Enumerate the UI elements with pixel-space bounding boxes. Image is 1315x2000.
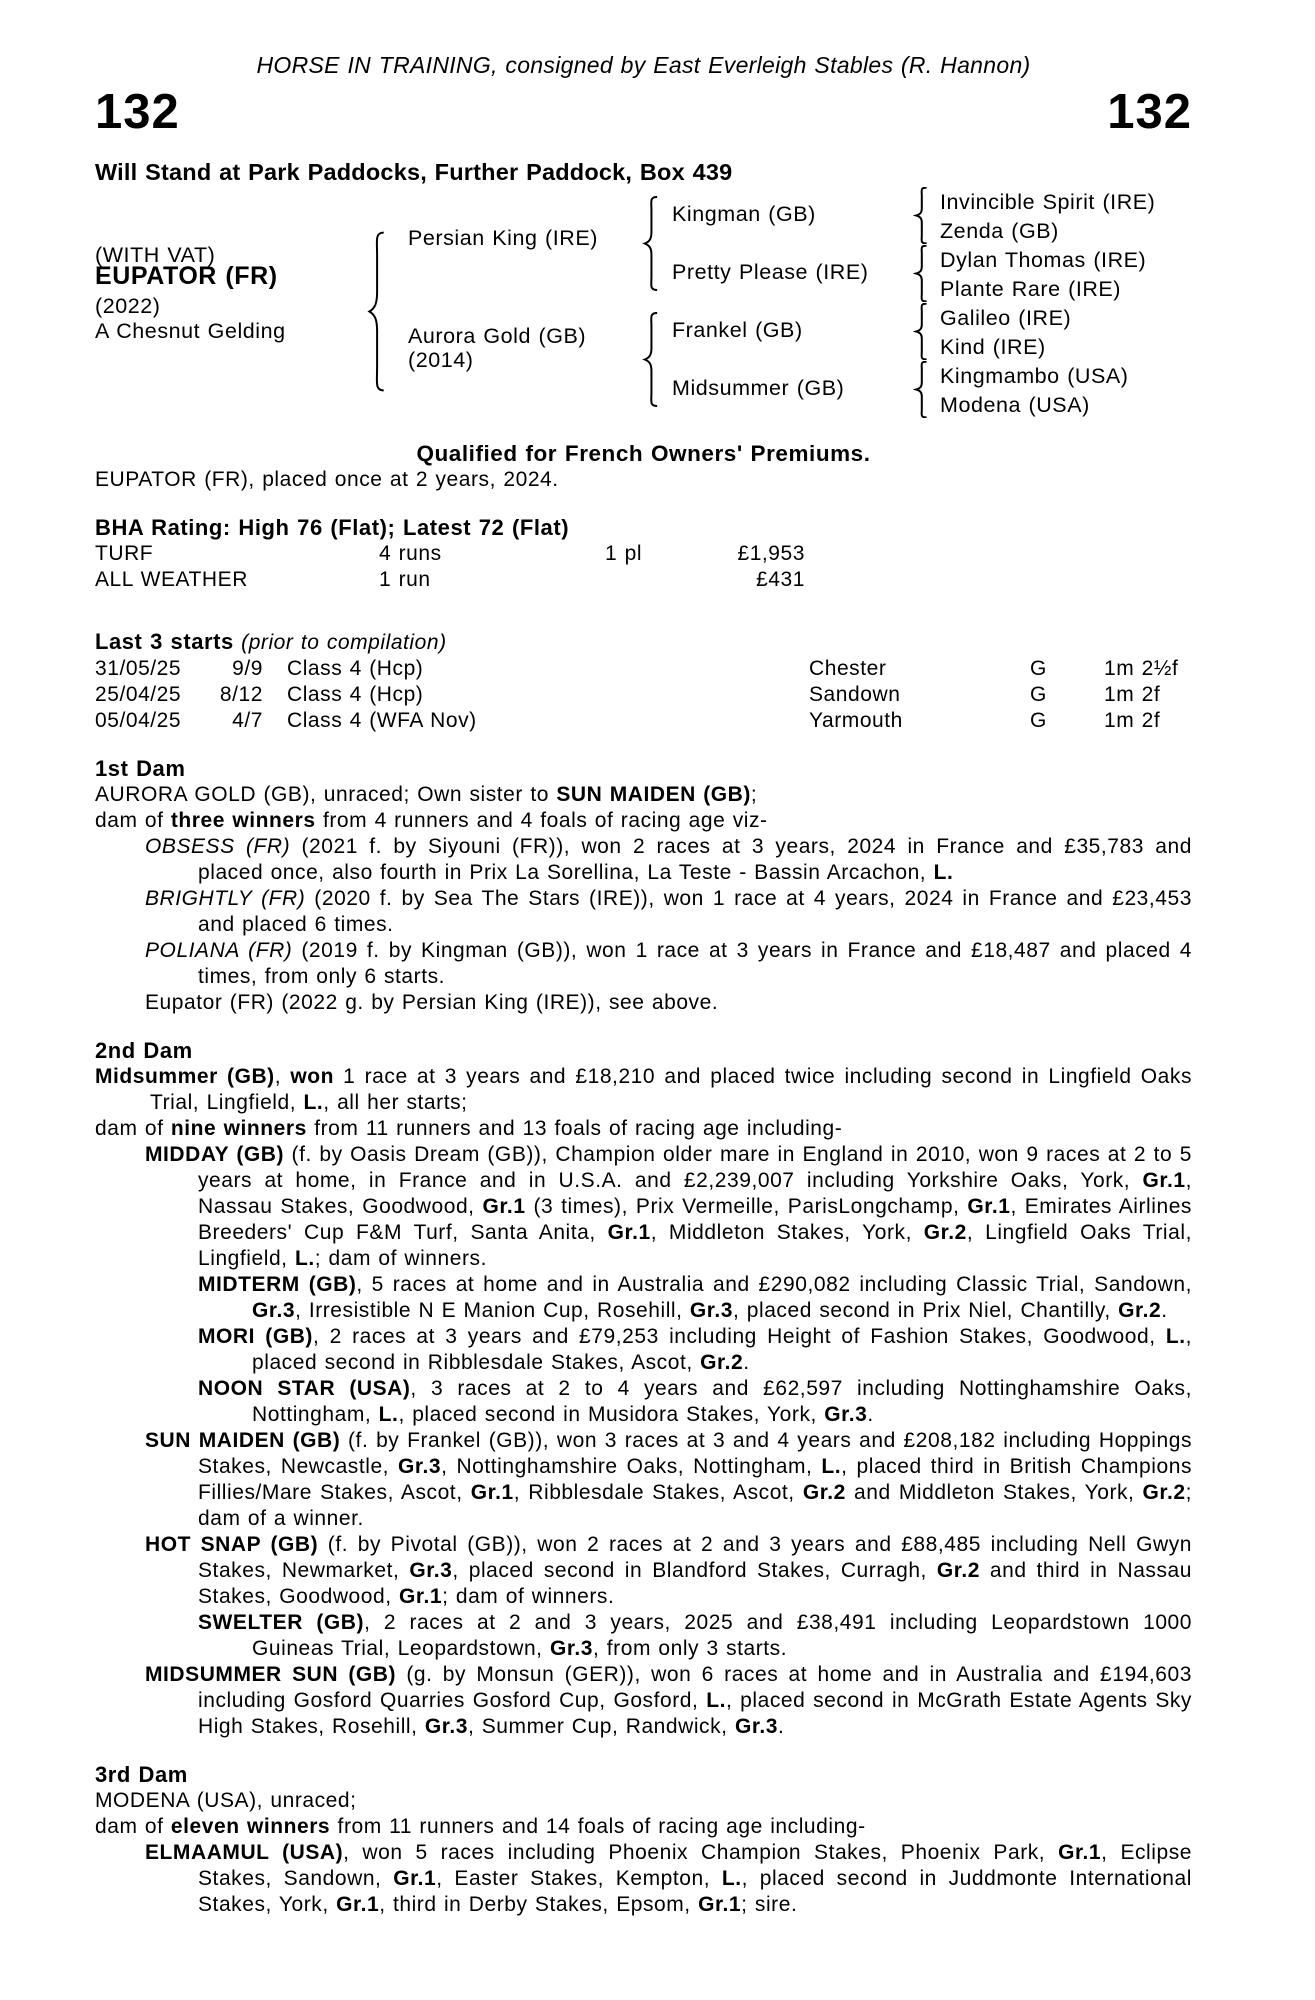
last-starts-title: Last 3 starts [95,629,234,654]
race-class: Class 4 (Hcp) [287,657,424,680]
record-row [95,541,1192,567]
race-class: Class 4 (Hcp) [287,683,424,706]
gen4-name: Modena (USA) [940,393,1090,417]
gen4-name: Galileo (IRE) [940,306,1072,330]
gen4-name: Dylan Thomas (IRE) [940,248,1147,272]
lot-number-right: 132 [1107,85,1192,139]
sire-name: Persian King (IRE) [408,226,598,250]
consignor-line: HORSE IN TRAINING, consigned by East Everleigh Stables (R. Hannon) [256,52,1031,78]
progeny-entry: BRIGHTLY (FR) (2020 f. by Sea The Stars (IRE)), won 1 race at 4 years, 2024 in France and £23,453 and placed 6 times. [145,887,1192,936]
race-position: 8/12 [219,683,263,706]
lot-number-row [95,85,1192,139]
progeny-entry: ELMAAMUL (USA), won 5 races including Phoenix Champion Stakes, Phoenix Park, Gr.1, Eclipse Stakes, Sandown, Gr.1, Easter Stakes, Kempton, L., placed second in Juddmonte International Stakes, York, Gr.1, third in Derby Stakes, Epsom, Gr.1; sire. [145,1841,1192,1916]
pedigree-brace-icon [365,231,387,392]
dam-paragraph: dam of nine winners from 11 runners and 13 foals of racing age including- [95,1117,843,1140]
gen4-name: Zenda (GB) [940,219,1059,243]
gen4-name: Kind (IRE) [940,335,1046,359]
record-row [95,567,1192,593]
gen4-name: Invincible Spirit (IRE) [940,190,1156,214]
race-going: G [1030,683,1047,706]
progeny-entry: MIDDAY (GB) (f. by Oasis Dream (GB)), Champion older mare in England in 2010, won 9 races at 2 to 5 years at home, in France and in U.S.A. and £2,239,007 including Yorkshire Oaks, York, Gr.1, Nassau Stakes, Goodwood, Gr.1 (3 times), Prix Vermeille, ParisLongchamp, Gr.1, Emirates Airlines Breeders' Cup F&M Turf, Santa Anita, Gr.1, Middleton Stakes, York, Gr.2, Lingfield Oaks Trial, Lingfield, L.; dam of winners. [145,1143,1192,1270]
dam-paragraph: AURORA GOLD (GB), unraced; Own sister to SUN MAIDEN (GB); [95,783,758,806]
pedigree-table [95,189,1192,427]
progeny-entry: SWELTER (GB), 2 races at 2 and 3 years, 2025 and £38,491 including Leopardstown 1000 Guineas Trial, Leopardstown, Gr.3, from only 3 starts. [198,1611,1193,1660]
race-class: Class 4 (WFA Nov) [287,709,477,732]
gen3-name: Midsummer (GB) [672,376,845,400]
horse-name: EUPATOR (FR) [95,262,278,290]
race-date: 05/04/25 [95,709,182,732]
pedigree-brace-icon [913,245,929,302]
pedigree-brace-icon [913,303,929,360]
progeny-entry: MORI (GB), 2 races at 3 years and £79,253 including Height of Fashion Stakes, Goodwood, L., placed second in Ribblesdale Stakes, Ascot, Gr.2. [198,1325,1192,1374]
horse-description: A Chesnut Gelding [95,319,286,343]
race-result-row [95,708,1192,734]
foal-year: (2022) [95,294,161,318]
race-distance: 1m 2½f [1104,657,1179,680]
race-distance: 1m 2f [1104,709,1161,732]
gen3-name: Pretty Please (IRE) [672,260,869,284]
pedigree-brace-icon [641,196,660,291]
last-starts-subtitle: (prior to compilation) [233,631,447,654]
race-position: 9/9 [232,657,263,680]
record-places [605,567,655,593]
gen3-name: Frankel (GB) [672,318,803,342]
race-result-row [95,682,1192,708]
dam-year: (2014) [408,348,474,372]
dam-paragraph: dam of eleven winners from 11 runners and 14 foals of racing age including- [95,1815,866,1838]
dam-paragraph: dam of three winners from 4 runners and 4 foals of racing age viz- [95,809,768,832]
race-date: 31/05/25 [95,657,182,680]
record-earnings: £1,953 [737,542,805,565]
record-runs: 4 runs [379,542,442,565]
progeny-entry: NOON STAR (USA), 3 races at 2 to 4 years and £62,597 including Nottinghamshire Oaks, Nottingham, L., placed second in Musidora Stakes, York, Gr.3. [198,1377,1192,1426]
pedigree-brace-icon [913,361,929,418]
progeny-entry: Eupator (FR) (2022 g. by Persian King (IRE)), see above. [145,991,719,1014]
dam-section-heading: 2nd Dam [95,1038,193,1063]
record-surface: TURF [95,542,154,565]
pedigree-brace-icon [641,312,660,407]
stand-location-line: Will Stand at Park Paddocks, Further Paddock, Box 439 [95,159,733,185]
gen4-name: Plante Rare (IRE) [940,277,1122,301]
record-surface: ALL WEATHER [95,568,248,591]
race-venue: Sandown [809,683,901,706]
progeny-entry: SUN MAIDEN (GB) (f. by Frankel (GB)), won 3 races at 3 and 4 years and £208,182 including Hoppings Stakes, Newcastle, Gr.3, Nottinghamshire Oaks, Nottingham, L., placed third in British Champions Fillies/Mare Stakes, Ascot, Gr.1, Ribblesdale Stakes, Ascot, Gr.2 and Middleton Stakes, York, Gr.2; dam of a winner. [145,1429,1192,1530]
record-places: 1 pl [605,542,643,565]
dam-name: Aurora Gold (GB) [408,324,587,348]
race-position: 4/7 [232,709,263,732]
record-earnings: £431 [756,568,805,591]
progeny-entry: POLIANA (FR) (2019 f. by Kingman (GB)), won 1 race at 3 years in France and £18,487 and placed 4 times, from only 6 starts. [145,939,1192,988]
race-venue: Chester [809,657,887,680]
race-venue: Yarmouth [809,709,903,732]
bha-rating-heading: BHA Rating: High 76 (Flat); Latest 72 (Flat) [95,515,570,540]
gen3-name: Kingman (GB) [672,202,816,226]
dam-section-heading: 1st Dam [95,756,186,781]
record-runs: 1 run [379,568,431,591]
last-starts-heading [95,629,1192,656]
vat-note: (WITH VAT) [95,243,216,267]
progeny-entry: OBSESS (FR) (2021 f. by Siyouni (FR)), won 2 races at 3 years, 2024 in France and £35,783 and placed once, also fourth in Prix La Sorellina, La Teste - Bassin Arcachon, L. [145,835,1192,884]
race-going: G [1030,709,1047,732]
lot-number-left: 132 [95,85,180,139]
dam-paragraph: Midsummer (GB), won 1 race at 3 years and £18,210 and placed twice including second in Lingfield Oaks Trial, Lingfield, L., all her starts; [95,1065,1192,1114]
race-distance: 1m 2f [1104,683,1161,706]
qualified-line: Qualified for French Owners' Premiums. [416,441,871,466]
race-date: 25/04/25 [95,683,182,706]
dam-section-heading: 3rd Dam [95,1762,188,1787]
progeny-entry: MIDTERM (GB), 5 races at home and in Australia and £290,082 including Classic Trial, Sandown, Gr.3, Irresistible N E Manion Cup, Rosehill, Gr.3, placed second in Prix Niel, Chantilly, Gr.2. [198,1273,1192,1322]
progeny-entry: MIDSUMMER SUN (GB) (g. by Monsun (GER)), won 6 races at home and in Australia and £194,603 including Gosford Quarries Gosford Cup, Gosford, L., placed second in McGrath Estate Agents Sky High Stakes, Rosehill, Gr.3, Summer Cup, Randwick, Gr.3. [145,1663,1192,1738]
dam-paragraph: MODENA (USA), unraced; [95,1789,357,1812]
race-result-row [95,656,1192,682]
race-going: G [1030,657,1047,680]
last-starts-section [95,629,1192,734]
gen4-name: Kingmambo (USA) [940,364,1129,388]
pedigree-brace-icon [913,187,929,244]
progeny-entry: HOT SNAP (GB) (f. by Pivotal (GB)), won 2 races at 2 and 3 years and £88,485 including Nell Gwyn Stakes, Newmarket, Gr.3, placed second in Blandford Stakes, Curragh, Gr.2 and third in Nassau Stakes, Goodwood, Gr.1; dam of winners. [145,1533,1193,1608]
race-note: EUPATOR (FR), placed once at 2 years, 2024. [95,468,559,491]
